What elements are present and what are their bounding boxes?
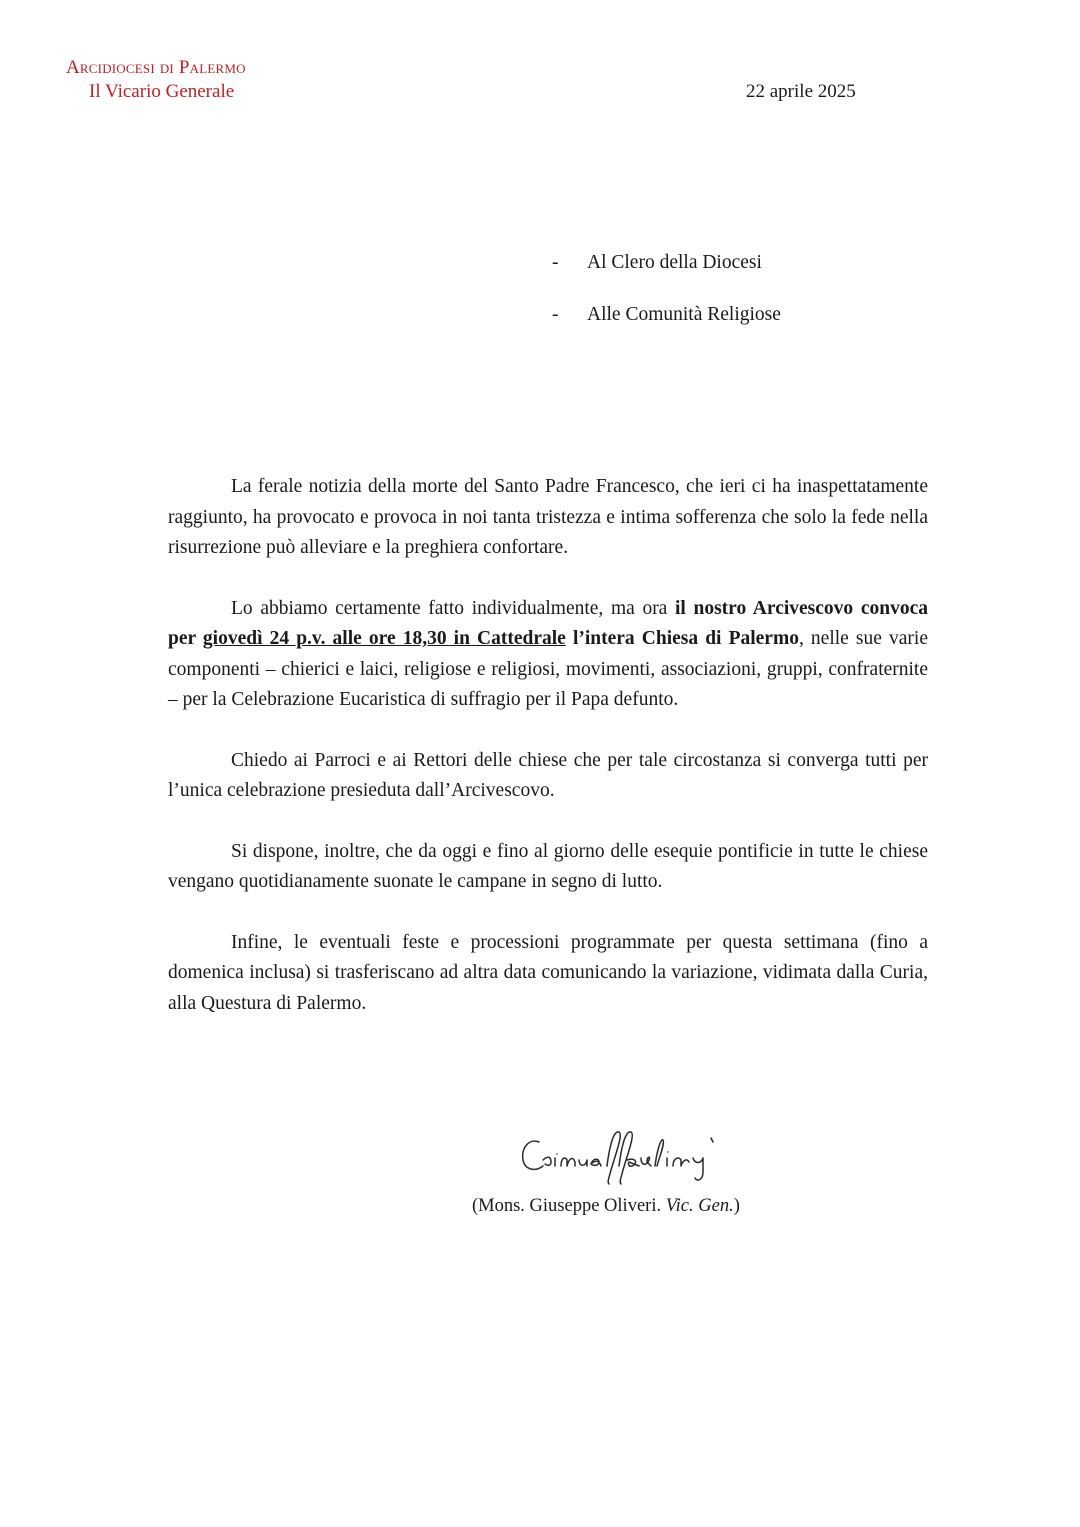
paragraph-processions: Infine, le eventuali feste e processioni programmate per questa settimana (fino a domenica inclusa) si trasferiscano ad altra data comunicando la variazione, vidimata dalla Curia, alla Questura di Palermo. (168, 931, 928, 1014)
convocation-intro: Lo abbiamo certamente fatto individualmente, ma ora (231, 597, 675, 619)
signature-name (472, 1193, 740, 1219)
letterhead-organization: Arcidiocesi di Palermo (66, 57, 246, 78)
paragraph-announcement: La ferale notizia della morte del Santo Padre Francesco, che ieri ci ha inaspettatamente raggiunto, ha provocato e provoca in noi tanta tristezza e intima sofferenza che solo la fede nella risurrezione può alleviare e la preghiera confortare. (168, 476, 928, 558)
signature-suffix: ) (733, 1196, 740, 1216)
letter-date: 22 aprile 2025 (746, 81, 856, 102)
convocation-bold-2: l’intera Chiesa di Palermo (565, 628, 799, 649)
letterhead-role: Il Vicario Generale (89, 81, 235, 102)
signature-title: Vic. Gen. (665, 1196, 734, 1216)
convocation-rest: , nelle sue varie componenti – chierici e laici, religiose e religiosi, movimenti, associazioni, gruppi, confraternite – per la Celebrazione Eucaristica di suffragio per il Papa defunto. (168, 628, 928, 710)
recipients-list (552, 250, 781, 354)
handwritten-signature (517, 1120, 747, 1190)
recipient-item (552, 250, 781, 302)
letterhead (66, 56, 246, 104)
paragraph-bells: Si dispone, inoltre, che da oggi e fino al giorno delle esequie pontificie in tutte le chiese vengano quotidianamente suonate le campane in segno di lutto. (168, 840, 928, 892)
signature-prefix: (Mons. Giuseppe Oliveri. (472, 1196, 666, 1216)
recipient-text: Alle Comunità Religiose (587, 304, 781, 325)
convocation-bold-1: il nostro Arcivescovo convoca per (168, 597, 928, 649)
list-dash: - (552, 304, 559, 325)
paragraph-parish-request: Chiedo ai Parroci e ai Rettori delle chiese che per tale circostanza si converga tutti per l’unica celebrazione presieduta dall’Arcivescovo. (168, 749, 928, 801)
recipient-item (552, 302, 781, 354)
convocation-date-place: giovedì 24 p.v. alle ore 18,30 in Cattedrale (202, 628, 566, 649)
letter-body (168, 472, 928, 1049)
list-dash: - (552, 252, 559, 273)
paragraph-convocation (168, 594, 928, 716)
recipient-text: Al Clero della Diocesi (587, 252, 762, 273)
